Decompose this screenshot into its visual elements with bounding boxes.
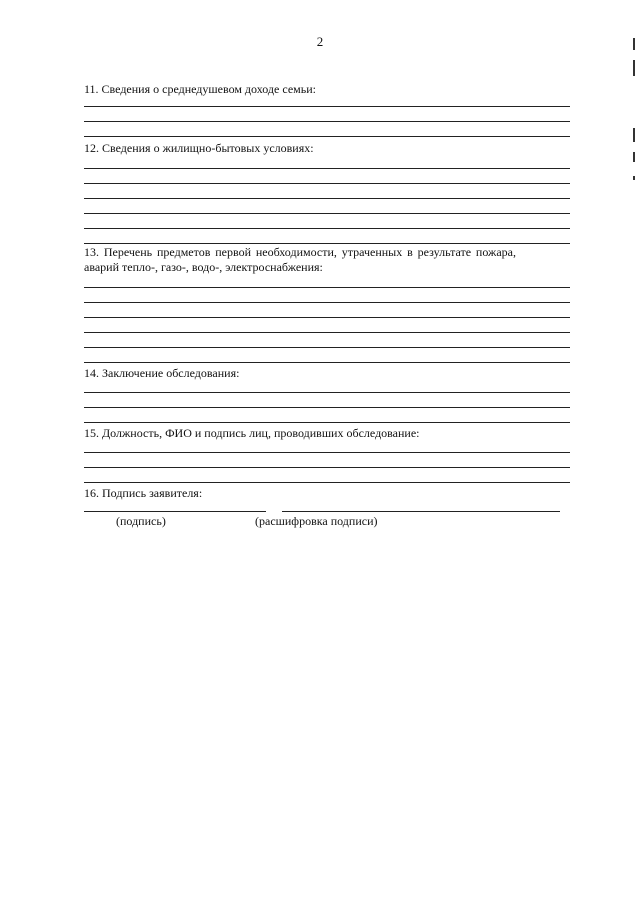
section-15-line-3 <box>84 482 570 483</box>
section-12-line-4 <box>84 213 570 214</box>
section-12-line-3 <box>84 198 570 199</box>
section-13-line-4 <box>84 332 570 333</box>
scan-edge-mark <box>633 60 635 76</box>
section-13-line-5 <box>84 347 570 348</box>
section-14-line-2 <box>84 407 570 408</box>
section-13-line-2 <box>84 302 570 303</box>
section-13-line-6 <box>84 362 570 363</box>
section-11-line-2 <box>84 121 570 122</box>
scan-edge-mark <box>633 38 635 50</box>
scan-edge-mark <box>633 176 635 180</box>
section-13-line-3 <box>84 317 570 318</box>
scan-edge-mark <box>633 152 635 162</box>
section-12-line-2 <box>84 183 570 184</box>
scan-edge-mark <box>633 128 635 142</box>
page-number: 2 <box>316 34 324 49</box>
section-12-line-1 <box>84 168 570 169</box>
section-13-line-1 <box>84 287 570 288</box>
section-14-line-3 <box>84 422 570 423</box>
section-15-line-2 <box>84 467 570 468</box>
section-15-heading: 15. Должность, ФИО и подпись лиц, проводивших обследование: <box>84 426 420 440</box>
section-11-heading: 11. Сведения о среднедушевом доходе семьи: <box>84 82 316 96</box>
section-16-heading: 16. Подпись заявителя: <box>84 486 203 500</box>
section-11-line-3 <box>84 136 570 137</box>
signature-caption: (подпись) <box>116 514 166 528</box>
section-12-heading: 12. Сведения о жилищно-бытовых условиях: <box>84 141 314 155</box>
signature-transcript-caption: (расшифровка подписи) <box>255 514 378 528</box>
section-12-line-6 <box>84 243 570 244</box>
signature-transcript-line <box>282 511 560 512</box>
section-12-line-5 <box>84 228 570 229</box>
section-11-line-1 <box>84 106 570 107</box>
signature-line <box>84 511 266 512</box>
section-13-heading: 13. Перечень предметов первой необходимости, утраченных в результате пожара, аварий тепло-, газо-, водо-, электроснабжения: <box>84 245 516 274</box>
section-15-line-1 <box>84 452 570 453</box>
section-14-heading: 14. Заключение обследования: <box>84 366 240 380</box>
section-14-line-1 <box>84 392 570 393</box>
